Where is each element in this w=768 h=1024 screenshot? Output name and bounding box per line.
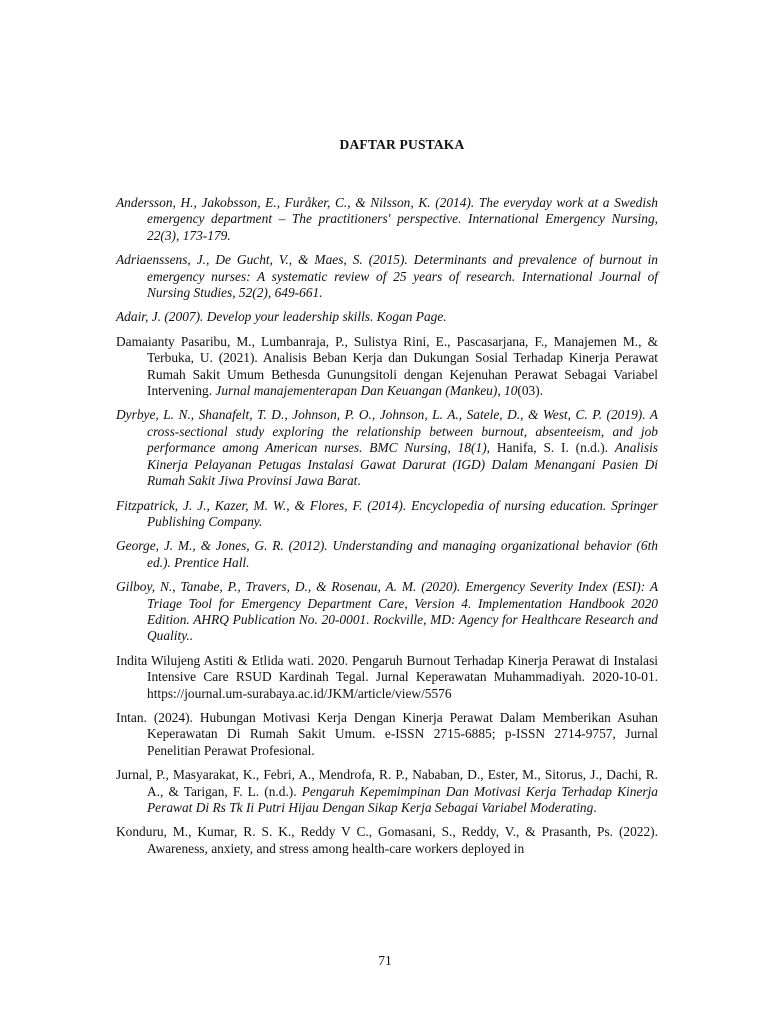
- reference-entry-adair: [116, 309, 658, 325]
- reference-text: Jurnal manajementerapan Dan Keuangan (Mankeu): [215, 383, 498, 399]
- reference-text: 10: [504, 383, 518, 399]
- reference-text: Adair, J. (2007). Develop your leadership skills. Kogan Page.: [116, 309, 447, 325]
- reference-text: Indita Wilujeng Astiti & Etlida wati. 2020. Pengaruh Burnout Terhadap Kinerja Perawat di Instalasi Intensive Care RSUD Kardinah Tegal. Jurnal Keperawatan Muhammadiyah. 2020-10-01. https://journal.um-surabaya.ac.id/JKM/article/view/5576: [116, 652, 658, 701]
- reference-entry-intan: [116, 710, 658, 759]
- reference-text: .: [357, 473, 361, 489]
- reference-text: .: [593, 800, 597, 815]
- reference-text: Analisis Kinerja Pelayanan Petugas Instalasi Gawat Darurat (IGD) Dalam Menangani Pasien Di Rumah Sakit Jiwa Provinsi Jawa Barat: [147, 440, 658, 489]
- page-title: DAFTAR PUSTAKA: [339, 137, 465, 152]
- reference-text: Jurnal, P., Masyarakat, K., Febri, A., Mendrofa, R. P., Nababan, D., Ester, M., Sitorus, J., Dachi, R. A., & Tarigan, F. L. (n.d.).: [116, 767, 658, 799]
- reference-text: Adriaenssens, J., De Gucht, V., & Maes, S. (2015). Determinants and prevalence of burnout in emergency nurses: A systematic review of 25 years of research. International Journal of Nursing Studies, 52(2), 649-661.: [116, 252, 658, 301]
- reference-entry-dyrbye: [116, 407, 658, 489]
- reference-entry-fitzpatrick: [116, 498, 658, 531]
- reference-entry-jurnal: [116, 767, 658, 816]
- reference-text: Damaianty Pasaribu, M., Lumbanraja, P., Sulistya Rini, E., Pascasarjana, F., Manajemen M., & Terbuka, U. (2021). Analisis Beban Kerja dan Dukungan Sosial Terhadap Kinerja Perawat Rumah Sakit Umum Bethesda Gunungsitoli dengan Kejenuhan Perawat Sebagai Variabel Intervening.: [116, 333, 658, 399]
- reference-entry-george: [116, 538, 658, 571]
- reference-text: Dyrbye, L. N., Shanafelt, T. D., Johnson, P. O., Johnson, L. A., Satele, D., & West, C. P. (2019). A cross-sectional study exploring the relationship between burnout, absenteeism, and job performance among American nurses. BMC Nursing, 18(1),: [116, 407, 658, 456]
- reference-entry-indita: [116, 653, 658, 702]
- reference-list: [116, 195, 658, 865]
- reference-text: Intan. (2024). Hubungan Motivasi Kerja Dengan Kinerja Perawat Dalam Memberikan Asuhan Keperawatan Di Rumah Sakit Umum. e-ISSN 2715-6885; p-ISSN 2714-9757, Jurnal Penelitian Perawat Profesional.: [116, 709, 658, 758]
- reference-entry-gilboy: [116, 579, 658, 645]
- reference-text: Andersson, H., Jakobsson, E., Furåker, C., & Nilsson, K. (2014). The everyday work at a Swedish emergency department – The practitioners' perspective. International Emergency Nursing, 22(3), 173-179.: [116, 195, 658, 243]
- reference-text: Fitzpatrick, J. J., Kazer, M. W., & Flores, F. (2014). Encyclopedia of nursing education. Springer Publishing Company.: [116, 497, 658, 529]
- reference-text: (03).: [517, 383, 544, 399]
- reference-text: Gilboy, N., Tanabe, P., Travers, D., & Rosenau, A. M. (2020). Emergency Severity Index (ESI): A Triage Tool for Emergency Department Care, Version 4. Implementation Handbook 2020 Edition. AHRQ Publication No. 20-0001. Rockville, MD: Agency for Healthcare Research and Quality..: [116, 579, 658, 644]
- reference-text: Hanifa, S. I. (n.d.).: [496, 440, 615, 456]
- reference-text: Pengaruh Kepemimpinan Dan Motivasi Kerja Terhadap Kinerja Perawat Di Rs Tk Ii Putri Hijau Dengan Sikap Kerja Sebagai Variabel Moderating: [147, 783, 659, 815]
- reference-entry-adriaenssens: [116, 252, 658, 301]
- reference-text: ,: [497, 383, 505, 399]
- page-number: 71: [378, 953, 392, 968]
- reference-entry-andersson: [116, 195, 658, 244]
- reference-entry-konduru: [116, 824, 658, 857]
- reference-text: Konduru, M., Kumar, R. S. K., Reddy V C., Gomasani, S., Reddy, V., & Prasanth, Ps. (2022). Awareness, anxiety, and stress among health-care workers deployed in: [116, 824, 658, 856]
- reference-entry-damaianty: [116, 334, 658, 400]
- reference-text: George, J. M., & Jones, G. R. (2012). Understanding and managing organizational behavior (6th ed.). Prentice Hall.: [116, 538, 658, 570]
